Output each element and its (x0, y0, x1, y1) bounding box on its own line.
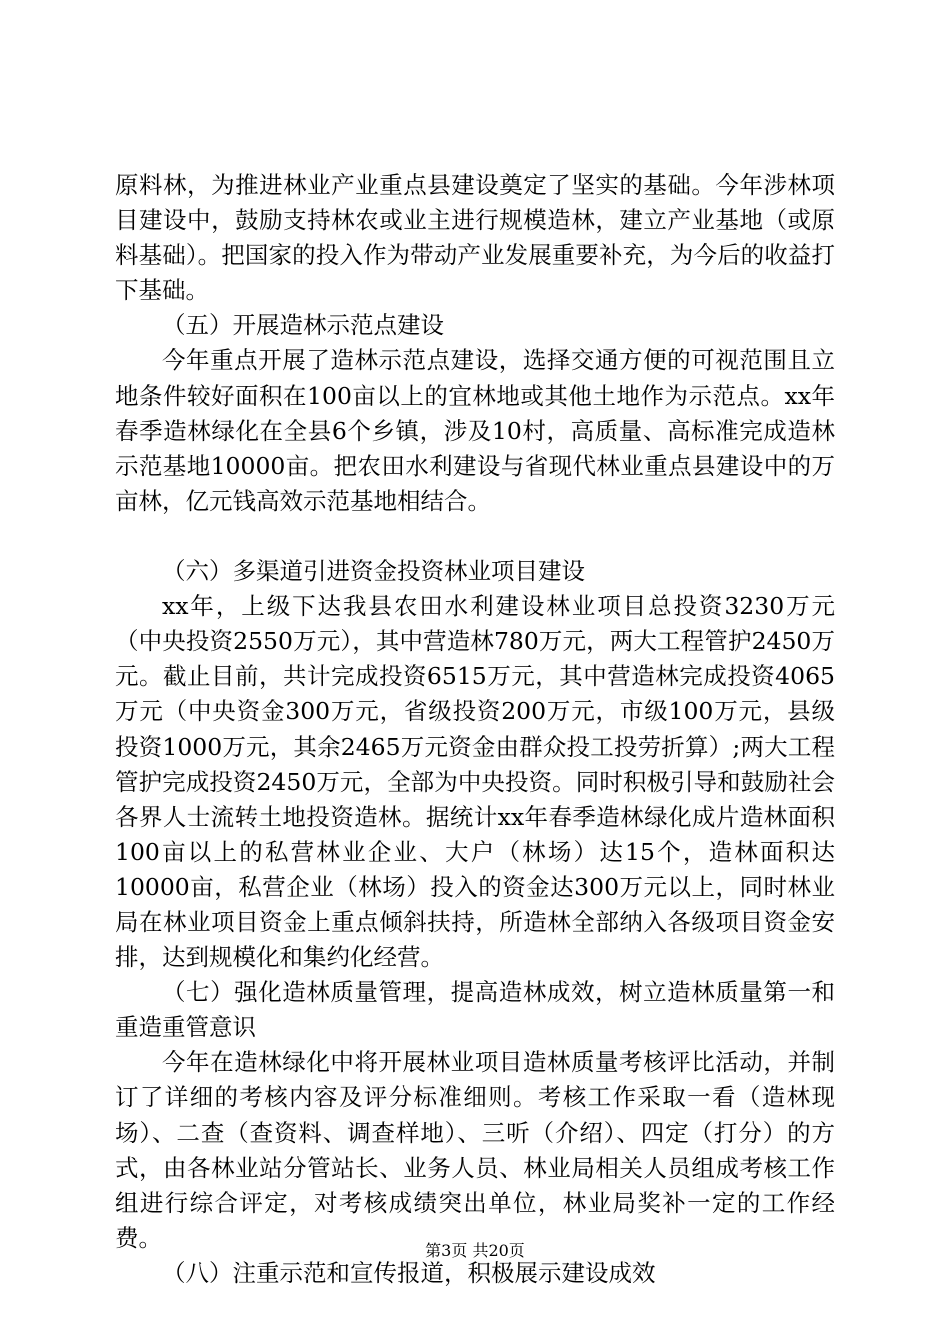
paragraph-section-7: 今年在造林绿化中将开展林业项目造林质量考核评比活动，并制订了详细的考核内容及评分标准细则。考核工作采取一看（造林现场）、二查（查资料、调查样地）、三听（介绍）、四定（打分）的方式，由各林业站分管站长、业务人员、林业局相关人员组成考核工作组进行综合评定，对考核成绩突出单位，林业局奖补一定的工作经费。 (115, 1048, 835, 1252)
section-heading-6: （六）多渠道引进资金投资林业项目建设 (162, 557, 585, 586)
section-heading-8: （八）注重示范和宣传报道，积极展示建设成效 (162, 1258, 656, 1287)
section-heading-7: （七）强化造林质量管理，提高造林成效，树立造林质量第一和重造重管意识 (115, 978, 835, 1042)
page-number-label: 第3页 共20页 (425, 1241, 525, 1260)
paragraph-section-5: 今年重点开展了造林示范点建设，选择交通方便的可视范围且立地条件较好面积在100亩以上的宜林地或其他土地作为示范点。xx年春季造林绿化在全县6个乡镇，涉及10村，高质量、高标准完成造林示范基地10000亩。把农田水利建设与省现代林业重点县建设中的万亩林，亿元钱高效示范基地相结合。 (115, 346, 835, 515)
paragraph-spacer (115, 519, 835, 554)
paragraph-intro: 原料林，为推进林业产业重点县建设奠定了坚实的基础。今年涉林项目建设中，鼓励支持林农或业主进行规模造林，建立产业基地（或原料基础）。把国家的投入作为带动产业发展重要补充，为今后的收益打下基础。 (115, 171, 835, 305)
page-footer (0, 1240, 950, 1262)
paragraph-section-6: xx年，上级下达我县农田水利建设林业项目总投资3230万元（中央投资2550万元），其中营造林780万元，两大工程管护2450万元。截止目前，共计完成投资6515万元，其中营造林完成投资4065万元（中央资金300万元，省级投资200万元，市级100万元，县级投资1000万元，其余2465万元资金由群众投工投劳折算）;两大工程管护完成投资2450万元，全部为中央投资。同时积极引导和鼓励社会各界人士流转土地投资造林。据统计xx年春季造林绿化成片造林面积100亩以上的私营林业企业、大户（林场）达15个，造林面积达10000亩，私营企业（林场）投入的资金达300万元以上，同时林业局在林业项目资金上重点倾斜扶持，所造林全部纳入各级项目资金安排，达到规模化和集约化经营。 (115, 592, 835, 972)
section-heading-5: （五）开展造林示范点建设 (162, 311, 444, 340)
document-body (115, 168, 835, 1291)
